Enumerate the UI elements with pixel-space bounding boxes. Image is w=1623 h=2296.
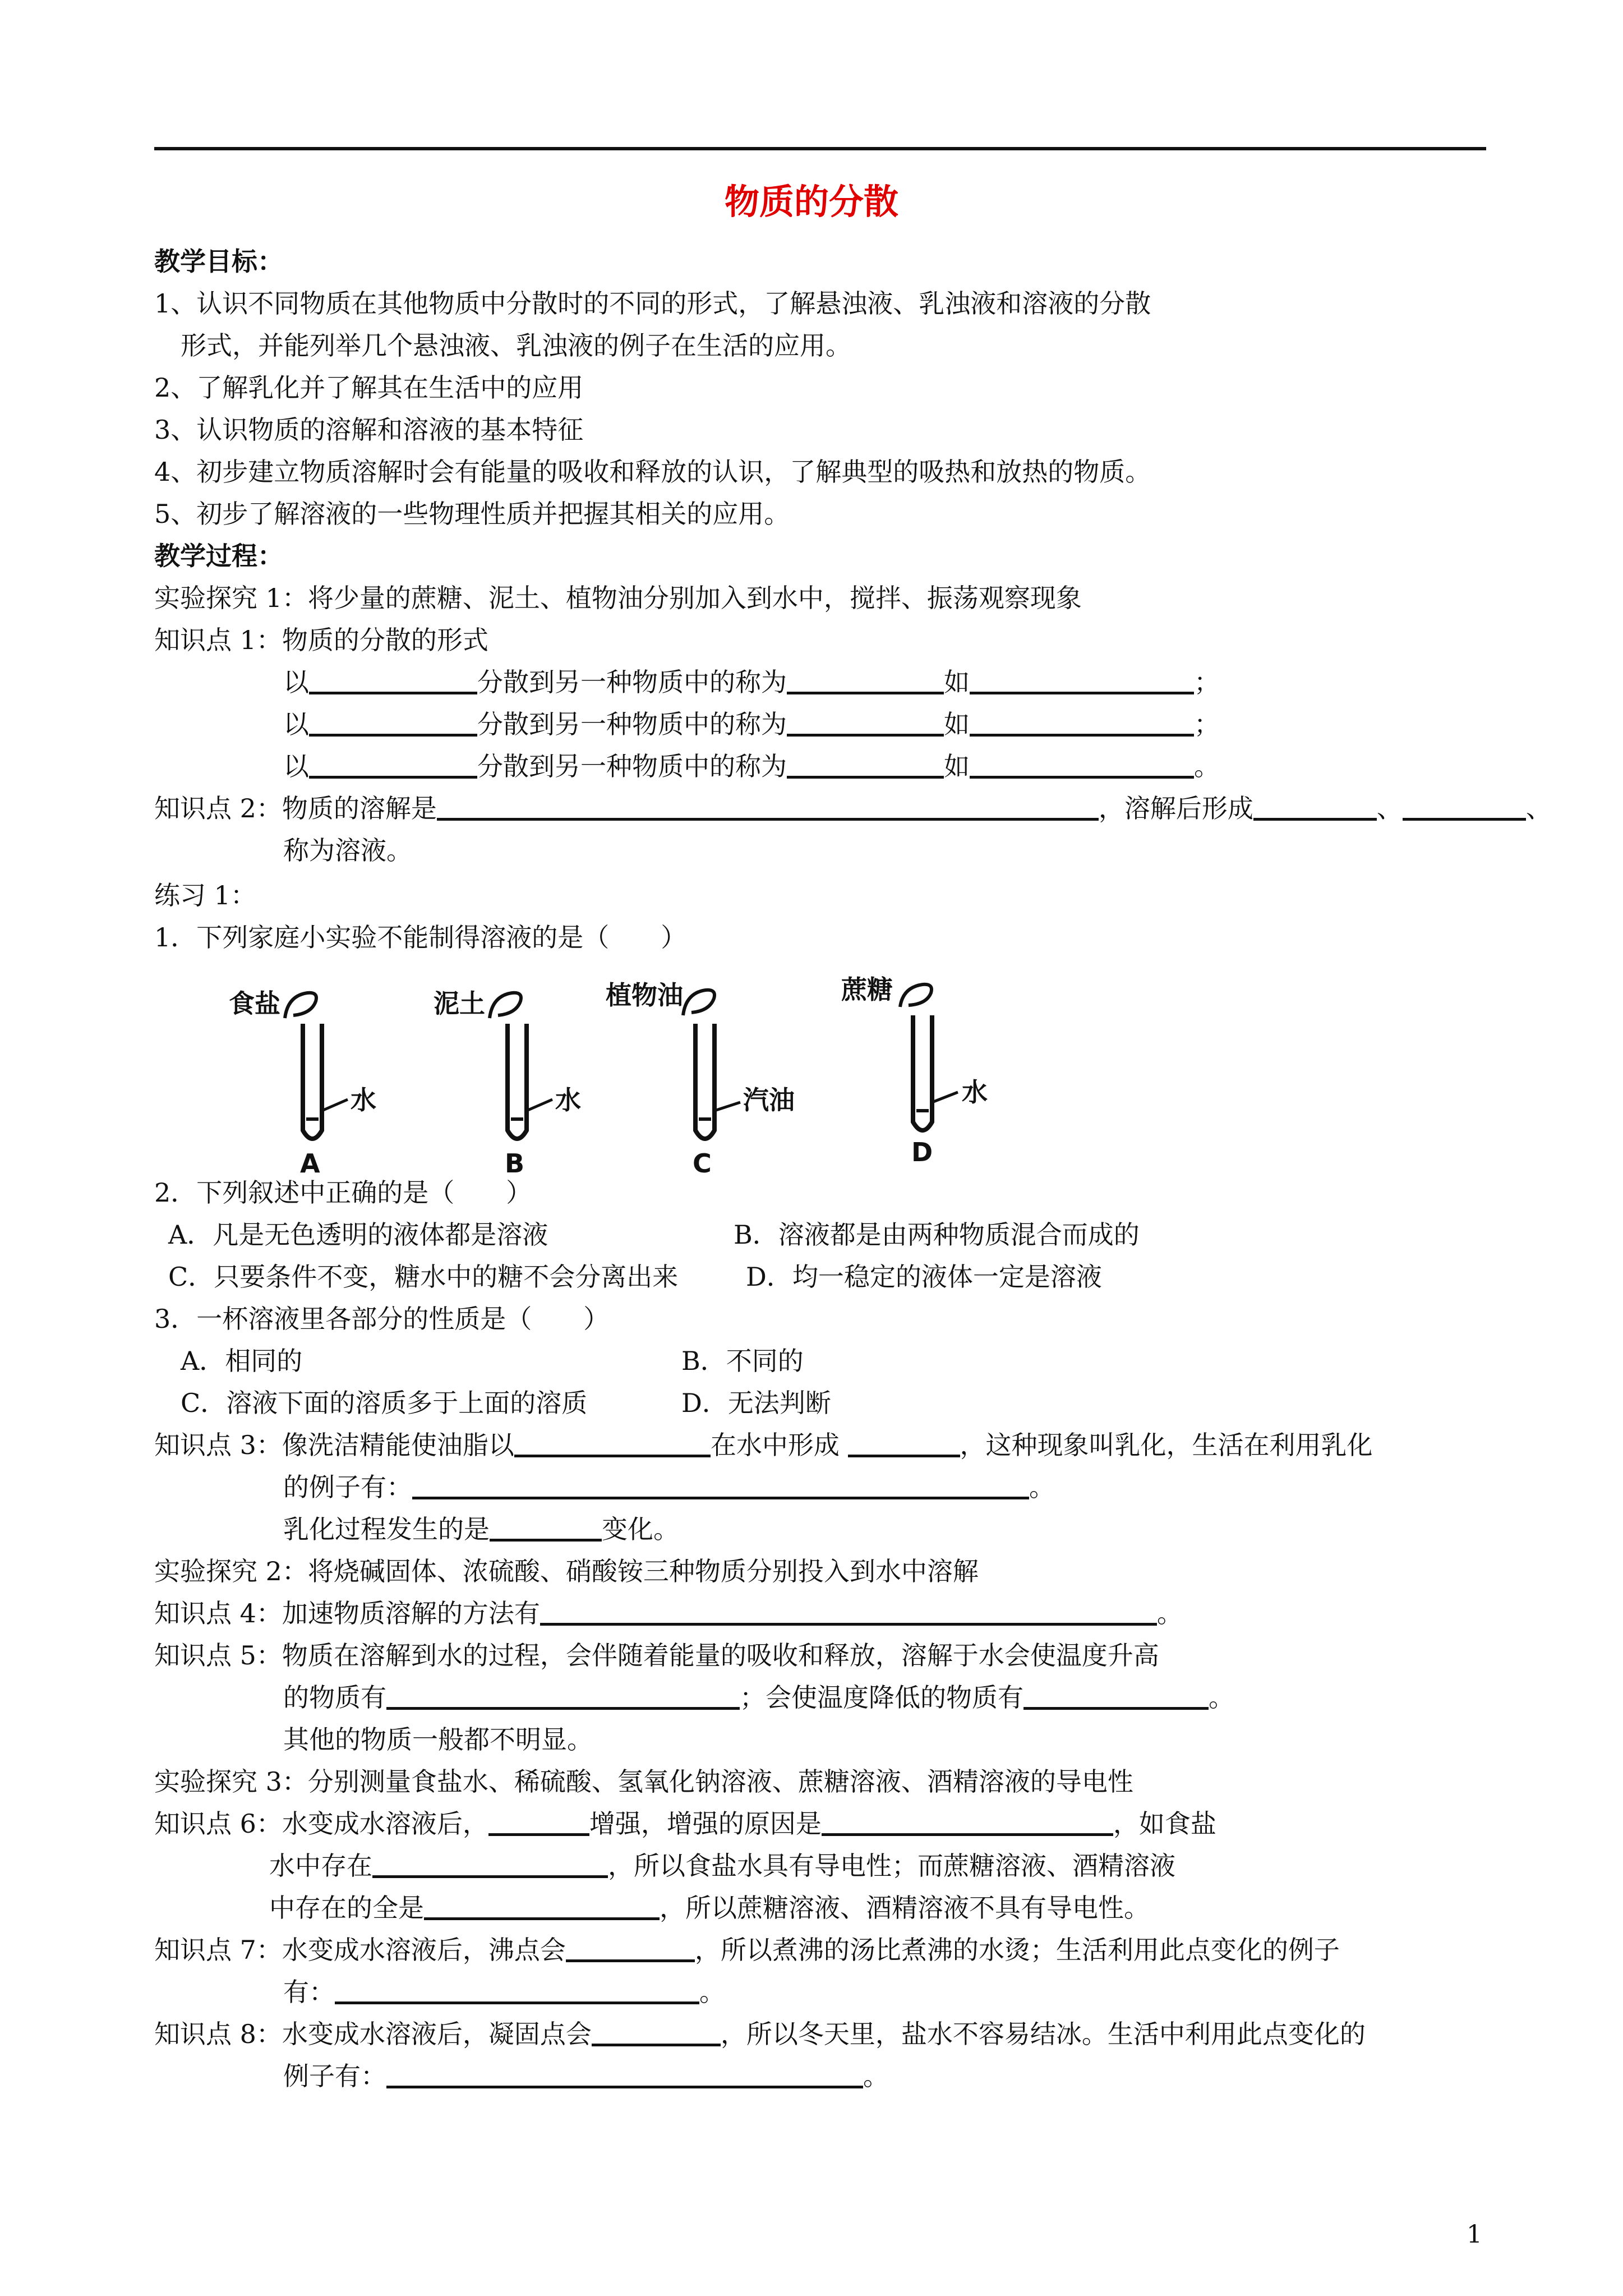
goal-line-3: 3、认识物质的溶解和溶液的基本特征 [154,415,584,445]
header-rule [154,147,1486,150]
text: 。 [1209,1682,1234,1713]
test-tube-icon [303,1024,322,1139]
experiment-1: 实验探究 1：将少量的蔗糖、泥土、植物油分别加入到水中，搅拌、振荡观察现象 [154,583,1082,613]
text: 。 [1194,751,1220,781]
q2-option-a: A．凡是无色透明的液体都是溶液 [168,1220,548,1250]
text: 知识点 8：水变成水溶液后，凝固点会 [154,2019,592,2049]
page-number: 1 [1467,2220,1482,2249]
tube-d [841,974,988,1167]
knowledge-point-6 [154,1808,1216,1841]
q3-option-d: D．无法判断 [681,1388,831,1418]
text: 。 [1156,1598,1183,1628]
q2-option-b: B．溶液都是由两种物质混合而成的 [734,1220,1140,1250]
goals-header: 教学目标： [154,246,283,277]
blank[interactable] [1253,793,1377,821]
test-tube-diagram [213,962,1054,1198]
text: 分散到另一种物质中的称为 [477,667,787,697]
text: ，所以煮沸的汤比煮沸的水烫；生活利用此点变化的例子 [694,1935,1340,1965]
text: 、 [1376,793,1403,823]
experiment-3: 实验探究 3：分别测量食盐水、稀硫酸、氢氧化钠溶液、蔗糖溶液、酒精溶液的导电性 [154,1766,1133,1797]
solvent-label: 水 [555,1085,581,1115]
text: 分散到另一种物质中的称为 [477,709,787,739]
text: 知识点 3：像洗洁精能使油脂以 [154,1430,514,1460]
question-1: 1．下列家庭小实验不能制得溶液的是（ ） [154,922,687,953]
knowledge-point-2-cont: 称为溶液。 [283,835,412,866]
knowledge-point-3-examples [283,1471,1055,1504]
text: 知识点 4：加速物质溶解的方法有 [154,1598,540,1628]
text: ； [1194,709,1220,739]
text: 乳化过程发生的是 [283,1514,490,1544]
text: 以 [283,709,309,739]
goal-line-5: 5、初步了解溶液的一些物理性质并把握其相关的应用。 [154,499,790,529]
blank[interactable] [970,667,1194,694]
blank[interactable] [787,709,944,737]
knowledge-point-4 [154,1598,1183,1630]
knowledge-point-7 [154,1934,1340,1967]
blank[interactable] [787,751,944,779]
text: 如 [944,709,970,739]
q3-option-b: B．不同的 [681,1346,804,1376]
blank[interactable] [386,2061,863,2088]
solute-label: 蔗糖 [841,974,893,1005]
text: 在水中形成 [710,1430,840,1460]
experiment-2: 实验探究 2：将烧碱固体、浓硫酸、硝酸铵三种物质分别投入到水中溶解 [154,1556,979,1586]
blank[interactable] [309,709,477,737]
q3-option-c: C．溶液下面的溶质多于上面的溶质 [181,1388,588,1418]
knowledge-point-8 [154,2018,1366,2051]
blank[interactable] [787,667,944,694]
spoon-icon [900,984,932,1007]
blank[interactable] [1023,1682,1209,1710]
text: ；会使温度降低的物质有 [740,1682,1023,1713]
dispersion-row-3 [283,751,1220,783]
option-letter: A [300,1148,320,1179]
process-header: 教学过程： [154,541,283,571]
solute-label: 食盐 [229,988,280,1019]
blank[interactable] [490,1514,602,1542]
text: 有： [283,1977,335,2007]
blank[interactable] [335,1977,699,2004]
knowledge-point-3 [154,1429,1373,1462]
text: 以 [283,751,309,781]
q2-option-c: C．只要条件不变，糖水中的糖不会分离出来 [168,1262,679,1292]
blank[interactable] [592,2019,721,2046]
text: 如 [944,751,970,781]
test-tube-icon [913,1015,932,1130]
q2-option-d: D．均一稳定的液体一定是溶液 [746,1262,1102,1292]
blank[interactable] [566,1935,695,1962]
solvent-label: 水 [351,1085,376,1115]
text: ，所以食盐水具有导电性；而蔗糖溶液、酒精溶液 [608,1851,1175,1881]
text: 。 [699,1977,725,2007]
option-letter: B [505,1148,525,1179]
goal-line-4: 4、初步建立物质溶解时会有能量的吸收和释放的认识，了解典型的吸热和放热的物质。 [154,457,1151,487]
text: 水中存在 [269,1851,372,1881]
text: 的物质有 [283,1682,386,1713]
text: 、 [1525,793,1552,823]
text: 如 [944,667,970,697]
dispersion-row-2 [283,708,1220,741]
text: 知识点 6：水变成水溶液后， [154,1809,488,1839]
blank[interactable] [488,1809,589,1836]
q3-option-a: A．相同的 [181,1346,303,1376]
text: ，如食盐 [1113,1809,1216,1839]
test-tube-icon [508,1024,527,1139]
solvent-label: 汽油 [743,1085,795,1115]
blank[interactable] [424,1893,660,1920]
blank[interactable] [437,793,1099,821]
knowledge-point-6-sugar [269,1892,1150,1925]
option-letter: D [911,1137,933,1167]
goal-line-2: 2、了解乳化并了解其在生活中的应用 [154,372,584,403]
solute-label: 泥土 [434,988,485,1019]
text: 知识点 2：物质的溶解是 [154,793,437,823]
knowledge-point-5-substances [283,1682,1234,1714]
blank[interactable] [970,751,1194,779]
blank[interactable] [822,1809,1113,1836]
spoon-icon [490,993,521,1018]
knowledge-point-7-examples [283,1976,725,2009]
text: ； [1194,667,1220,697]
goal-line-1-cont: 形式，并能列举几个悬浊液、乳浊液的例子在生活的应用。 [181,330,851,361]
text: 。 [863,2061,889,2091]
tube-c [606,980,795,1179]
text: 知识点 7：水变成水溶液后，沸点会 [154,1935,566,1965]
option-letter: C [693,1148,712,1179]
question-3: 3．一杯溶液里各部分的性质是（ ） [154,1304,610,1334]
text: 。 [1029,1472,1055,1502]
tube-b [434,988,581,1179]
blank[interactable] [372,1851,608,1878]
spoon-icon [683,990,714,1015]
goal-line-1: 1、认识不同物质在其他物质中分散时的不同的形式，了解悬浊液、乳浊液和溶液的分散 [154,288,1151,319]
tube-a [229,988,376,1179]
page-title: 物质的分散 [724,181,898,222]
dispersion-row-1 [283,666,1220,699]
knowledge-point-5-cont: 其他的物质一般都不明显。 [283,1724,593,1755]
text: 例子有： [283,2061,386,2091]
test-tube-icon [695,1024,714,1139]
text: 增强，增强的原因是 [589,1809,822,1839]
blank[interactable] [412,1472,1029,1499]
knowledge-point-6-salt [269,1850,1175,1883]
blank[interactable] [514,1430,711,1457]
text: ，这种现象叫乳化，生活在利用乳化 [960,1430,1373,1460]
spoon-icon [285,993,316,1018]
text: 的例子有： [283,1472,412,1502]
blank[interactable] [970,709,1194,737]
solute-label: 植物油 [606,980,683,1010]
test-tube-figure [213,962,1054,1198]
text: ，所以冬天里，盐水不容易结冰。生活中利用此点变化的 [720,2019,1366,2049]
practice-header: 练习 1： [154,880,256,910]
knowledge-point-8-examples [283,2060,889,2093]
blank[interactable] [309,667,477,694]
question-2: 2．下列叙述中正确的是（ ） [154,1177,532,1208]
text: ，所以蔗糖溶液、酒精溶液不具有导电性。 [660,1893,1150,1923]
blank[interactable] [540,1598,1157,1626]
text: 变化。 [602,1514,679,1544]
text: 中存在的全是 [269,1893,424,1923]
solvent-label: 水 [962,1077,988,1107]
text: ，溶解后形成 [1098,793,1253,823]
knowledge-point-5: 知识点 5：物质在溶解到水的过程，会伴随着能量的吸收和释放，溶解于水会使温度升高 [154,1640,1159,1671]
blank[interactable] [309,751,477,779]
blank[interactable] [1403,793,1526,821]
text: 以 [283,667,309,697]
knowledge-point-2 [154,793,1552,825]
knowledge-point-3-change [283,1513,679,1546]
text: 分散到另一种物质中的称为 [477,751,787,781]
blank[interactable] [386,1682,740,1710]
knowledge-point-1: 知识点 1：物质的分散的形式 [154,625,488,655]
blank[interactable] [848,1430,960,1457]
